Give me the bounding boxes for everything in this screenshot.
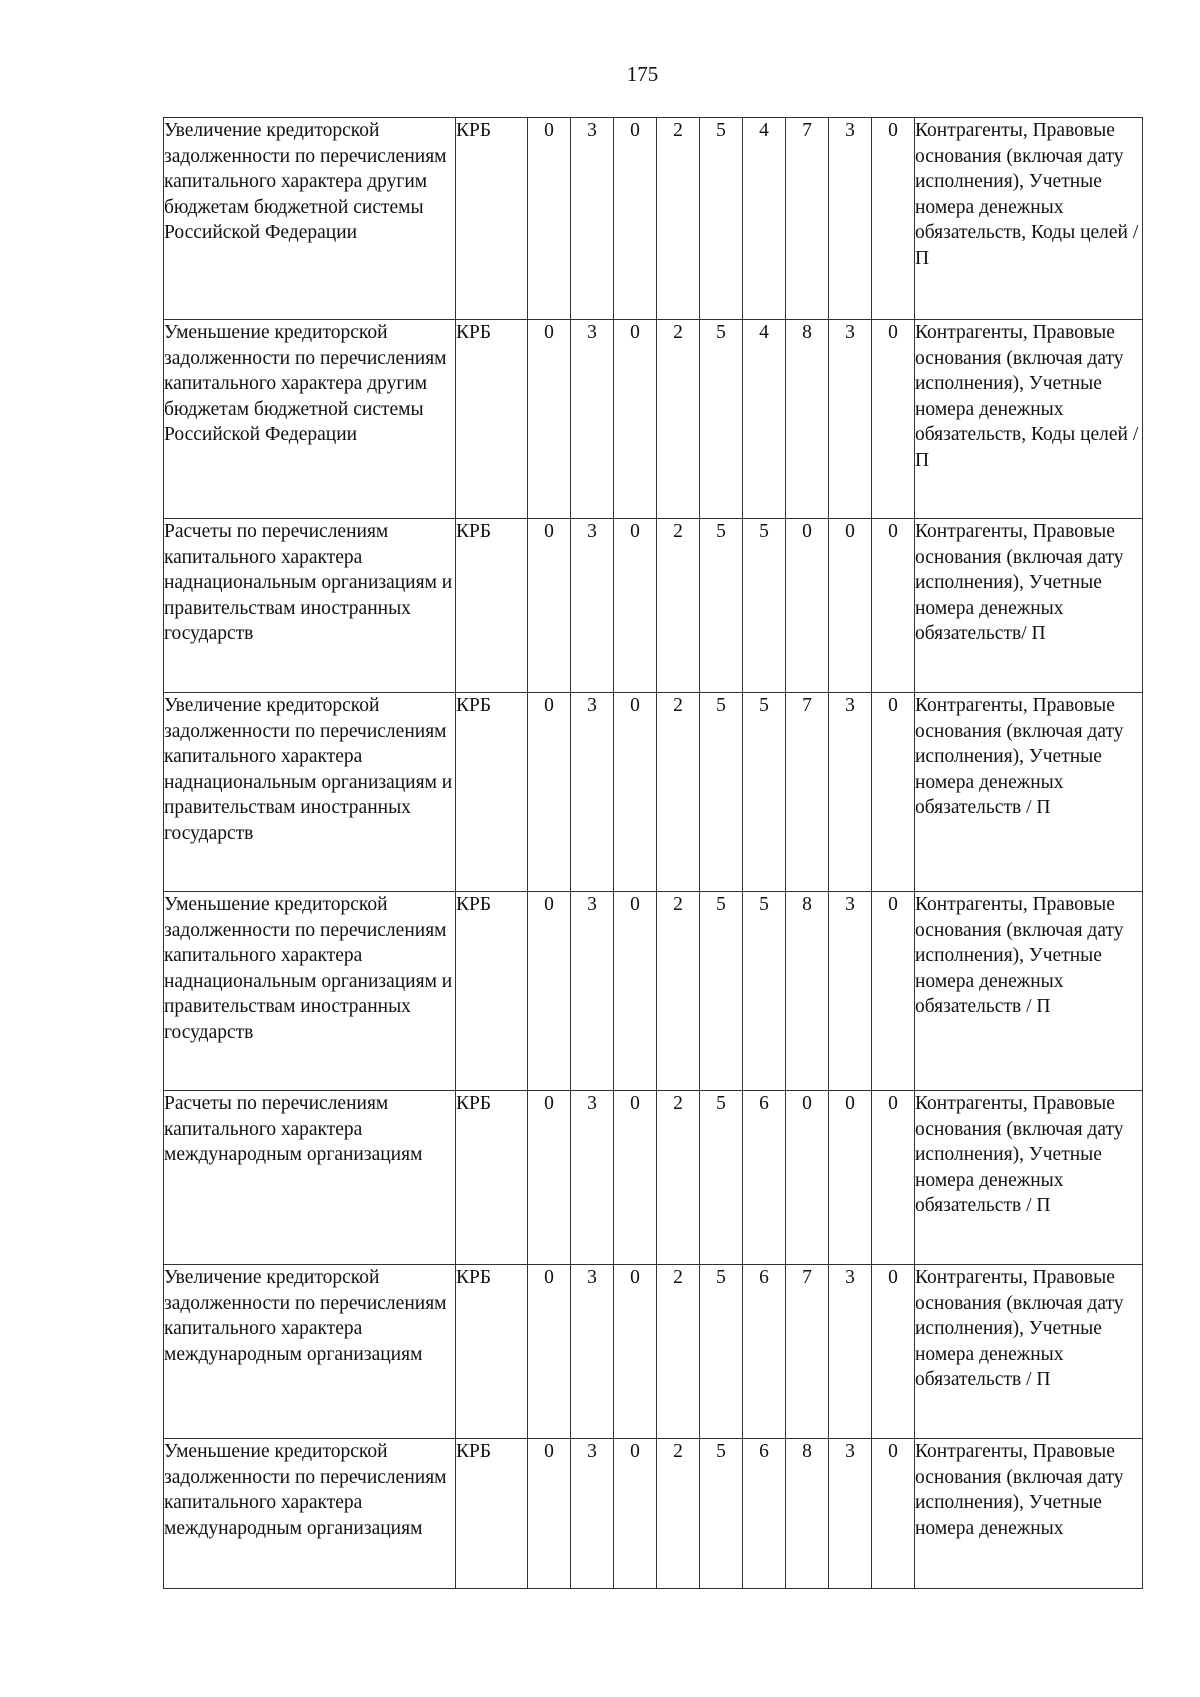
analytics-attributes: Контрагенты, Правовые основания (включая дату исполнения), Учетные номера денежных обязательств / П bbox=[915, 693, 1143, 892]
table-row bbox=[164, 693, 1143, 892]
account-digit: 7 bbox=[786, 1265, 829, 1439]
accounts-table bbox=[163, 117, 1143, 1589]
account-digit: 3 bbox=[829, 1439, 872, 1589]
account-digit: 2 bbox=[657, 693, 700, 892]
account-digit: 0 bbox=[528, 118, 571, 320]
analytics-attributes: Контрагенты, Правовые основания (включая дату исполнения), Учетные номера денежных обязательств / П bbox=[915, 892, 1143, 1091]
account-digit: 8 bbox=[786, 1439, 829, 1589]
account-digit: 5 bbox=[743, 693, 786, 892]
account-digit: 5 bbox=[700, 320, 743, 519]
account-digit: 6 bbox=[743, 1265, 786, 1439]
account-digit: 0 bbox=[872, 118, 915, 320]
analytics-attributes: Контрагенты, Правовые основания (включая дату исполнения), Учетные номера денежных обязательств / П bbox=[915, 1265, 1143, 1439]
account-digit: 0 bbox=[614, 892, 657, 1091]
account-code: КРБ bbox=[456, 1439, 528, 1589]
account-digit: 0 bbox=[872, 320, 915, 519]
account-digit: 2 bbox=[657, 1091, 700, 1265]
account-digit: 0 bbox=[614, 118, 657, 320]
account-digit: 3 bbox=[829, 320, 872, 519]
account-digit: 3 bbox=[829, 892, 872, 1091]
table-row bbox=[164, 1091, 1143, 1265]
account-digit: 5 bbox=[700, 892, 743, 1091]
account-digit: 0 bbox=[614, 320, 657, 519]
account-digit: 2 bbox=[657, 1265, 700, 1439]
account-digit: 3 bbox=[571, 118, 614, 320]
account-description: Увеличение кредиторской задолженности по перечислениям капитального характера другим бюджетам бюджетной системы Российской Федерации bbox=[164, 118, 456, 320]
account-digit: 6 bbox=[743, 1439, 786, 1589]
account-digit: 5 bbox=[700, 1265, 743, 1439]
account-code: КРБ bbox=[456, 320, 528, 519]
account-digit: 3 bbox=[571, 693, 614, 892]
table-row bbox=[164, 1439, 1143, 1589]
table-row bbox=[164, 519, 1143, 693]
account-digit: 0 bbox=[528, 1439, 571, 1589]
account-description: Уменьшение кредиторской задолженности по перечислениям капитального характера международным организациям bbox=[164, 1439, 456, 1589]
account-description: Расчеты по перечислениям капитального характера наднациональным организациям и правительствам иностранных государств bbox=[164, 519, 456, 693]
account-digit: 2 bbox=[657, 320, 700, 519]
table-row bbox=[164, 118, 1143, 320]
account-code: КРБ bbox=[456, 1091, 528, 1265]
account-digit: 0 bbox=[786, 519, 829, 693]
account-digit: 0 bbox=[829, 1091, 872, 1265]
table-row bbox=[164, 1265, 1143, 1439]
analytics-attributes: Контрагенты, Правовые основания (включая дату исполнения), Учетные номера денежных обязательств/ П bbox=[915, 519, 1143, 693]
account-description: Уменьшение кредиторской задолженности по перечислениям капитального характера наднациональным организациям и правительствам иностранных государств bbox=[164, 892, 456, 1091]
account-digit: 3 bbox=[829, 118, 872, 320]
account-digit: 3 bbox=[829, 1265, 872, 1439]
account-digit: 0 bbox=[528, 693, 571, 892]
account-digit: 0 bbox=[872, 1265, 915, 1439]
account-digit: 0 bbox=[786, 1091, 829, 1265]
account-digit: 7 bbox=[786, 693, 829, 892]
account-digit: 0 bbox=[872, 693, 915, 892]
account-digit: 2 bbox=[657, 1439, 700, 1589]
account-digit: 0 bbox=[614, 693, 657, 892]
analytics-attributes: Контрагенты, Правовые основания (включая дату исполнения), Учетные номера денежных bbox=[915, 1439, 1143, 1589]
account-digit: 5 bbox=[743, 519, 786, 693]
account-digit: 0 bbox=[829, 519, 872, 693]
account-code: КРБ bbox=[456, 118, 528, 320]
account-digit: 0 bbox=[872, 519, 915, 693]
account-description: Увеличение кредиторской задолженности по перечислениям капитального характера наднациональным организациям и правительствам иностранных государств bbox=[164, 693, 456, 892]
account-digit: 3 bbox=[829, 693, 872, 892]
account-digit: 0 bbox=[614, 1091, 657, 1265]
analytics-attributes: Контрагенты, Правовые основания (включая дату исполнения), Учетные номера денежных обязательств, Коды целей / П bbox=[915, 320, 1143, 519]
account-digit: 3 bbox=[571, 1265, 614, 1439]
account-description: Расчеты по перечислениям капитального характера международным организациям bbox=[164, 1091, 456, 1265]
account-digit: 0 bbox=[528, 892, 571, 1091]
account-digit: 8 bbox=[786, 320, 829, 519]
analytics-attributes: Контрагенты, Правовые основания (включая дату исполнения), Учетные номера денежных обязательств, Коды целей / П bbox=[915, 118, 1143, 320]
account-description: Увеличение кредиторской задолженности по перечислениям капитального характера международным организациям bbox=[164, 1265, 456, 1439]
account-digit: 0 bbox=[614, 1265, 657, 1439]
account-digit: 0 bbox=[614, 1439, 657, 1589]
account-digit: 3 bbox=[571, 320, 614, 519]
account-digit: 0 bbox=[872, 892, 915, 1091]
table-row bbox=[164, 892, 1143, 1091]
account-digit: 5 bbox=[700, 1439, 743, 1589]
account-description: Уменьшение кредиторской задолженности по перечислениям капитального характера другим бюджетам бюджетной системы Российской Федерации bbox=[164, 320, 456, 519]
account-digit: 0 bbox=[528, 519, 571, 693]
account-digit: 0 bbox=[528, 320, 571, 519]
account-digit: 4 bbox=[743, 320, 786, 519]
account-digit: 5 bbox=[700, 519, 743, 693]
account-digit: 3 bbox=[571, 519, 614, 693]
account-digit: 5 bbox=[700, 693, 743, 892]
account-digit: 2 bbox=[657, 519, 700, 693]
account-digit: 0 bbox=[872, 1439, 915, 1589]
account-digit: 2 bbox=[657, 892, 700, 1091]
account-digit: 6 bbox=[743, 1091, 786, 1265]
account-code: КРБ bbox=[456, 1265, 528, 1439]
account-code: КРБ bbox=[456, 693, 528, 892]
account-digit: 0 bbox=[872, 1091, 915, 1265]
account-digit: 3 bbox=[571, 1439, 614, 1589]
account-digit: 5 bbox=[700, 118, 743, 320]
account-digit: 3 bbox=[571, 892, 614, 1091]
page-number: 175 bbox=[626, 62, 659, 86]
account-digit: 0 bbox=[614, 519, 657, 693]
analytics-attributes: Контрагенты, Правовые основания (включая дату исполнения), Учетные номера денежных обязательств / П bbox=[915, 1091, 1143, 1265]
account-digit: 5 bbox=[700, 1091, 743, 1265]
table-row bbox=[164, 320, 1143, 519]
account-digit: 0 bbox=[528, 1265, 571, 1439]
account-digit: 7 bbox=[786, 118, 829, 320]
account-code: КРБ bbox=[456, 519, 528, 693]
account-digit: 5 bbox=[743, 892, 786, 1091]
account-digit: 3 bbox=[571, 1091, 614, 1265]
account-code: КРБ bbox=[456, 892, 528, 1091]
account-digit: 0 bbox=[528, 1091, 571, 1265]
account-digit: 2 bbox=[657, 118, 700, 320]
account-digit: 4 bbox=[743, 118, 786, 320]
account-digit: 8 bbox=[786, 892, 829, 1091]
